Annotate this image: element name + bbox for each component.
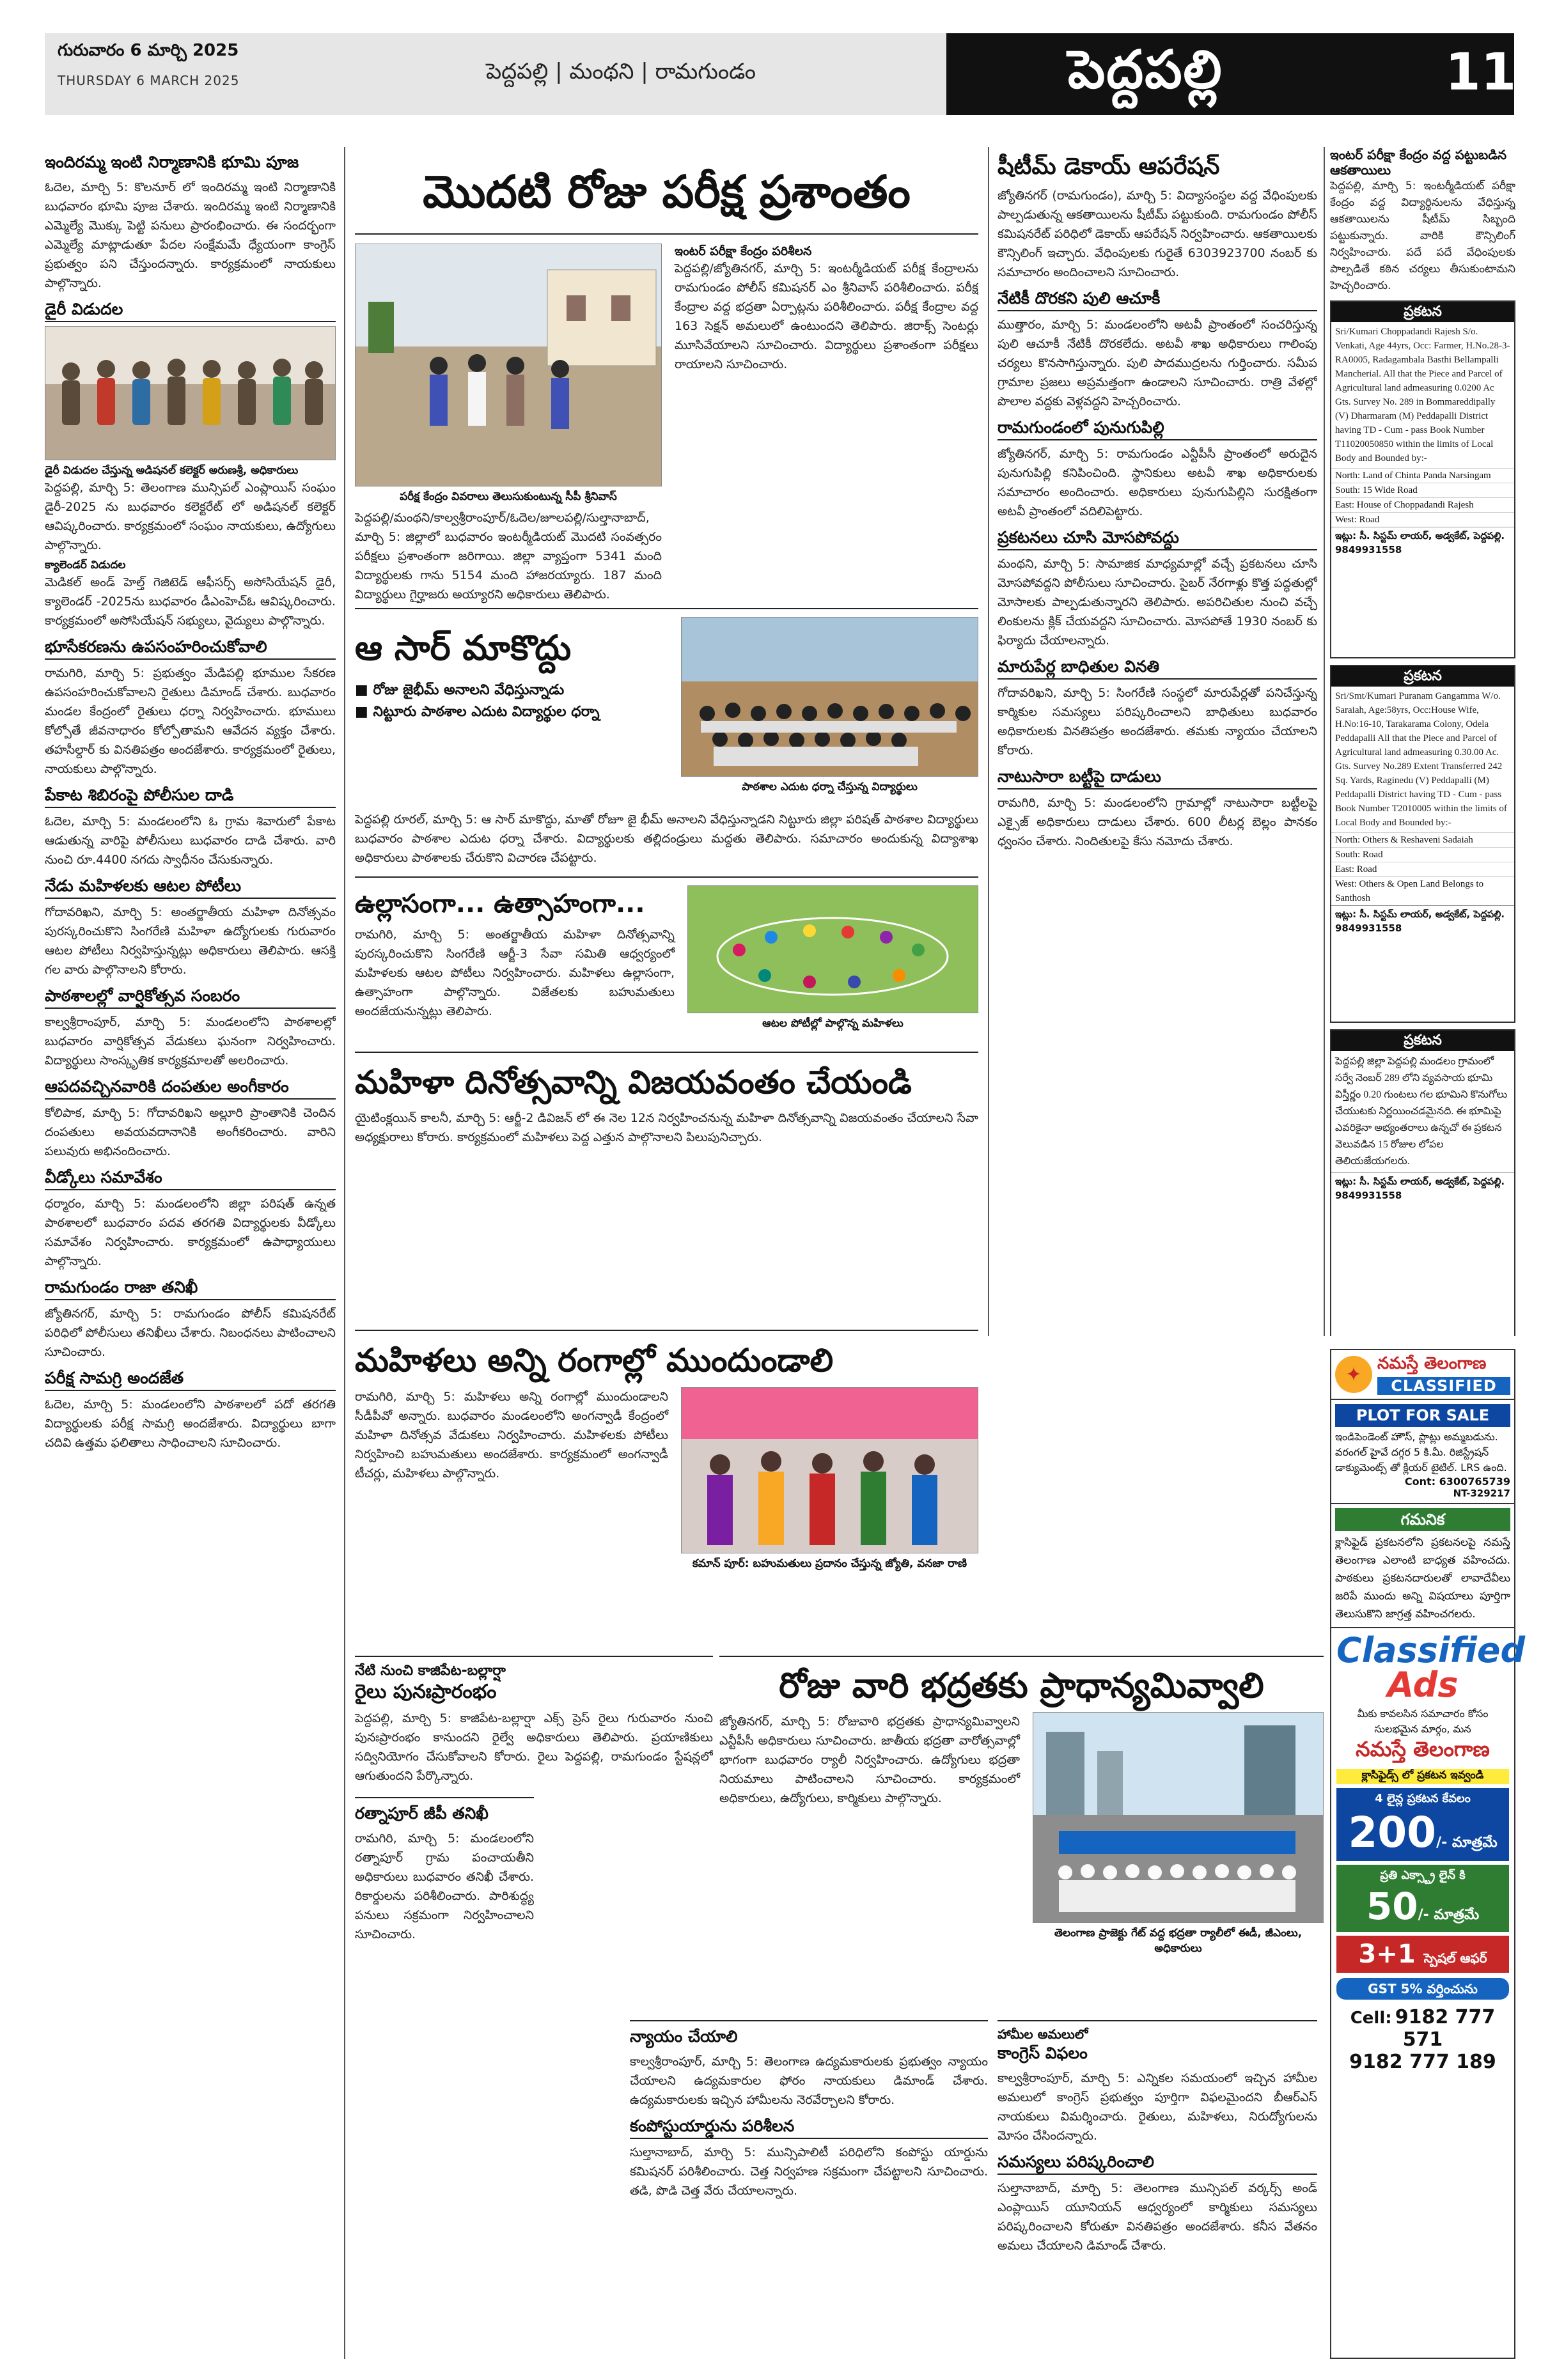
page-number: 11 [1445, 42, 1517, 102]
plot-ad-code: NT-329217 [1453, 1488, 1510, 1499]
notice-header: గమనిక [1335, 1508, 1510, 1531]
story-title: పాఠశాలల్లో వార్షికోత్సవ సంబరం [45, 984, 336, 1009]
legal-notice-ad-2 [1330, 665, 1515, 1023]
rate-box-2 [1336, 1865, 1509, 1932]
story-title: ఇంటర్ పరీక్షా కేంద్రం వద్ద పట్టుబడిన ఆకతాయిలు [1330, 147, 1507, 178]
story-bullet: ■ నిట్టూరు పాఠశాల ఎదుట విద్యార్థుల ధర్నా [355, 703, 600, 720]
offer-value: 3+1 [1358, 1940, 1416, 1969]
ad-text: Sri/Kumari Choppadandi Rajesh S/o. Venkati, Age 44yrs, Occ: Farmer, H.No.28-3-RA0005, Radagambala Basthi Bellampalli Mancherial. All that the Piece and Parcel of Agricultural land admeasuring 0.0200 Ac Gts. Survey No. 289 in Bommareddipally (V) Dharmaram (M) Peddapalli District having TD - Cum - pass Book Number T11020050850 within the limits of Local Body and Bounded by:- [1335, 327, 1510, 463]
story-text: ధర్మారం, మార్చి 5: మండలంలోని జిల్లా పరిషత్ ఉన్నత పాఠశాలలో బుధవారం పదవ తరగతి విద్యార్థులకు వీడ్కోలు సమావేశం నిర్వహించారు. కార్యక్రమంలో ఉపాధ్యాయులు పాల్గొన్నారు. [45, 1197, 336, 1268]
students-dharna-photo [681, 617, 978, 777]
left-column [45, 147, 336, 2359]
story-title: కంపోస్టుయార్డును పరిశీలన [630, 2115, 988, 2139]
story-text: మెడికల్ అండ్ హెల్త్ గెజిటెడ్ ఆఫీసర్స్ అసోసియేషన్ డైరీ, క్యాలెండర్ -2025ను బుధవారం డీఎంహెచ్ఓ ఆవిష్కరించారు. కార్యక్రమంలో అసోసియేషన్ సభ్యులు, వైద్యులు పాల్గొన్నారు. [45, 575, 336, 628]
ad-row: East: House of Choppadandi Rajesh [1331, 497, 1514, 512]
side-story-text: పెద్దపల్లి/జ్యోతినగర్, మార్చి 5: ఇంటర్మీడియట్ పరీక్ష కేంద్రాలను రామగుండం పోలీస్ కమిషనర్ ఎం శ్రీనివాస్ పరిశీలించారు. పరీక్ష కేంద్రాల వద్ద భద్రతా ఏర్పాట్లను పరిశీలించారు. పరీక్ష కేంద్రాల వద్ద 163 సెక్షన్ అమలులో ఉంటుందని తెలిపారు. జిరాక్స్ సెంటర్లు మూసివేయాలని సూచించారు. విద్యార్థులు ప్రశాంతంగా పరీక్షలు రాయాలని సూచించారు. [675, 261, 978, 371]
offer-box [1336, 1936, 1509, 1973]
column-divider [988, 147, 989, 1336]
women-day-photo [681, 1387, 978, 1553]
story-title: వీడ్కోలు సమావేశం [45, 1166, 336, 1190]
story-title: రామగుండం రాజా తనిఖీ [45, 1276, 336, 1300]
story-text: ఓదెల, మార్చి 5: కొలనూర్ లో ఇందిరమ్మ ఇంటి నిర్మాణానికి బుధవారం భూమి పూజ చేశారు. ఇందిరమ్మ ఇంటి నిర్మాణానికి ఎమ్మెల్యే మొక్కు పెట్టి పనులు ప్రారంభించారు. ఈ సందర్భంగా ఎమ్మెల్యే మాట్లాడుతూ పేదల సంక్షేమమే ధ్యేయంగా కాంగ్రెస్ ప్రభుత్వం పని చేస్తుందన్నారు. కార్యక్రమంలో నాయకులు పాల్గొన్నారు. [45, 180, 336, 290]
classified-ads-title-2: Ads [1387, 1665, 1459, 1705]
story-text: ముత్తారం, మార్చి 5: మండలంలోని అటవీ ప్రాంతంలో సంచరిస్తున్న పులి ఆచూకీ నేటికీ దొరకలేదు. అటవీ శాఖ అధికారులు గాలింపు చర్యలు కొనసాగిస్తున్నారు. పులి పాదముద్రలను గుర్తించారు. సమీప గ్రామాల ప్రజలు అప్రమత్తంగా ఉండాలని సూచించారు. రాత్రి వేళల్లో పొలాల వద్దకు వెళ్లవద్దని హెచ్చరించారు. [998, 318, 1317, 409]
rate-suffix: /- మాత్రమే [1418, 1907, 1480, 1923]
section-title: పెద్దపల్లి [1068, 40, 1223, 100]
story-title: మారుపేర్ల బాధితుల వినతి [998, 655, 1317, 680]
ad-header: ప్రకటన [1331, 666, 1514, 687]
diary-release-photo [45, 326, 336, 460]
story-headline: రోజు వారి భద్రతకు ప్రాధాన్యమివ్వాలి [779, 1665, 1264, 1706]
header-left-band [45, 33, 946, 115]
story-text: యైటింక్లయిన్ కాలనీ, మార్చి 5: ఆర్జీ-2 డివిజన్ లో ఈ నెల 12న నిర్వహించనున్న మహిళా దినోత్సవాన్ని విజయవంతం చేయాలని సేవా అధ్యక్షురాలు కోరారు. కార్యక్రమంలో మహిళలు పెద్ద ఎత్తున పాల్గొనాలని పిలుపునిచ్చారు. [355, 1111, 978, 1144]
classifieds-header [1331, 1350, 1514, 1400]
story-text: పెద్దపల్లి, మార్చి 5: తెలంగాణ మున్సిపల్ ఎంప్లాయిస్ సంఘం డైరీ-2025 ను బుధవారం కలెక్టరేట్ లో అడిషనల్ కలెక్టర్ ఆవిష్కరించారు. కార్యక్రమంలో సంఘం నాయకులు, ఉద్యోగులు పాల్గొన్నారు. [45, 481, 336, 552]
story-text: సుల్తానాబాద్, మార్చి 5: తెలంగాణ మున్సిపల్ వర్కర్స్ అండ్ ఎంప్లాయిస్ యూనియన్ ఆధ్వర్యంలో కార్మికులు సమస్యలు పరిష్కరించాలని కోరుతూ వినతిపత్రం అందజేశారు. కనీస వేతనం అమలు చేయాలని డిమాండ్ చేశారు. [998, 2181, 1317, 2253]
classifieds-panel [1330, 1349, 1526, 2359]
classified-rates-ad [1331, 1628, 1526, 2078]
bottom-center-stories [630, 2020, 988, 2359]
story-text: జ్యోతినగర్ (రామగుండం), మార్చి 5: విద్యాసంస్థల వద్ద వేధింపులకు పాల్పడుతున్న ఆకతాయిలను షీటీమ్ పట్టుకుంది. రామగుండం పోలీస్ కమిషనరేట్ పరిధిలో డెకాయ్ ఆపరేషన్ నిర్వహించారు. ఆకతాయిలకు కౌన్సిలింగ్ ఇచ్చారు. వేధింపులకు గురైతే 6303923700 నంబర్ కు సమాచారం అందించాలని సూచించారు. [998, 189, 1317, 280]
photo-caption: పాఠశాల ఎదుట ధర్నా చేస్తున్న విద్యార్థులు [742, 780, 918, 793]
header-date-english: THURSDAY 6 MARCH 2025 [58, 73, 240, 88]
legal-notice-ad-1 [1330, 300, 1515, 658]
photo-caption: ఆటల పోటీల్లో పాల్గొన్న మహిళలు [762, 1016, 904, 1030]
lead-story-text: పెద్దపల్లి/మంథని/కాల్వశ్రీరాంపూర్/ఓదెల/జూలపల్లి/సుల్తానాబాద్, మార్చి 5: జిల్లాలో బుధవారం ఇంటర్మీడియట్ మొదటి సంవత్సరం పరీక్షలు ప్రశాంతంగా జరిగాయి. జిల్లా వ్యాప్తంగా 5341 మంది విద్యార్థులకు గాను 5154 మంది హాజరయ్యారు. 187 మంది విద్యార్థులు గైర్హాజరు అయ్యారని అధికారులు తెలిపారు. [355, 510, 662, 602]
story-text: పెద్దపల్లి, మార్చి 5: ఇంటర్మీడియట్ పరీక్షా కేంద్రం వద్ద విద్యార్థినులను వేధిస్తున్న ఆకతాయిలను షీటీమ్ సిబ్బంది పట్టుకున్నారు. వారికి కౌన్సిలింగ్ నిర్వహించారు. పదే పదే వేధింపులకు పాల్పడితే కఠిన చర్యలు తీసుకుంటామని హెచ్చరించారు. [1330, 180, 1515, 292]
cell-number-1: 9182 777 571 [1395, 2006, 1496, 2051]
story-headline: రైలు పునఃప్రారంభం [355, 1681, 497, 1703]
story-title: రామగుండంలో పునుగుపిల్లి [998, 416, 1317, 440]
story-title: న్యాయం చేయాలి [630, 2027, 738, 2046]
rates-brand: నమస్తే తెలంగాణ [1356, 1737, 1490, 1761]
photo-caption: తెలంగాణ ప్రాజెక్టు గేట్ వద్ద భద్రతా ర్యాలీలో ఈడీ, జీఎంలు, అధికారులు [1054, 1927, 1303, 1956]
story-title: రత్నాపూర్ జీపీ తనిఖీ [355, 1803, 489, 1823]
bullet-text: నిట్టూరు పాఠశాల ఎదుట విద్యార్థుల ధర్నా [373, 703, 600, 720]
ad-row: North: Others & Reshaveni Sadaiah [1331, 832, 1514, 847]
story-title: ఆపదవచ్చినవారికి దంపతుల అంగీకారం [45, 1075, 336, 1100]
story-kicker: నేటి నుంచి కాజిపేట-బల్లార్షా [355, 1663, 506, 1679]
header-places: పెద్దపల్లి | మంథని | రామగుండం [486, 59, 756, 84]
ad-row: North: Land of Chinta Panda Narsingam [1331, 468, 1514, 483]
story-text: కోలిపాక, మార్చి 5: గోదావరిఖని అల్లూరి ప్రాంతానికి చెందిన దంపతులు అవయవదానానికి అంగీకరించారు. వారిని పలువురు అభినందించారు. [45, 1106, 336, 1158]
ad-header: ప్రకటన [1331, 302, 1514, 322]
gst-note: GST 5% వర్తించును [1336, 1978, 1509, 2000]
column-divider [344, 147, 345, 2359]
ad-row: South: 15 Wide Road [1331, 483, 1514, 497]
cell-label: Cell: [1350, 2009, 1392, 2028]
plot-ad-header: PLOT FOR SALE [1335, 1404, 1510, 1427]
story-text: పెద్దపల్లి రూరల్, మార్చి 5: ఆ సార్ మాకొద్దు, మాతో రోజూ జై భీమ్ అనాలని వేధిస్తున్నాడని నిట్టూరు జిల్లా పరిషత్ పాఠశాల విద్యార్థులు బుధవారం పాఠశాల ఎదుట ధర్నా చేశారు. విద్యార్థులకు తల్లిదండ్రులు మద్దతు తెలిపారు. సమాచారం అందుకున్న విద్యాశాఖ అధికారులు పాఠశాలకు చేరుకొని విచారణ చేపట్టారు. [355, 812, 978, 865]
story-title: నాటుసారా బట్టీపై దాడులు [998, 765, 1317, 789]
ad-row: West: Road [1331, 512, 1514, 527]
plot-ad-text: ఇండిపెండెంట్ హౌస్, ప్లాట్లు అమ్మబడును. వరంగల్ హైవే దగ్గర 5 కి.మీ. రిజిస్ట్రేషన్ డాక్యుమెంట్స్ తో క్లియర్ టైటిల్. LRS ఉంది. [1335, 1431, 1507, 1474]
center-column [355, 147, 978, 1342]
story-headline: షీటీమ్ డెకాయ్ ఆపరేషన్ [998, 153, 1220, 180]
center-lower-band [355, 1330, 978, 1662]
story-title: పరీక్ష సామగ్రి అందజేత [45, 1367, 336, 1391]
rates-intro: మీకు కావలసిన సమాచారం కోసం సులభమైన మార్గం, మన [1357, 1707, 1489, 1735]
classified-label: CLASSIFIED [1377, 1377, 1510, 1395]
exam-center-photo [355, 244, 662, 486]
column-divider [1324, 147, 1325, 1336]
story-title: ఇందిరమ్మ ఇంటి నిర్మాణానికి భూమి పూజ [45, 153, 299, 171]
story-headline: ఉల్లాసంగా... ఉత్సాహంగా... [355, 889, 645, 919]
story-text: కాల్వశ్రీరాంపూర్, మార్చి 5: ఎన్నికల సమయంలో ఇచ్చిన హామీల అమలులో కాంగ్రెస్ ప్రభుత్వం పూర్తిగా విఫలమైందని బీఆర్ఎస్ నాయకులు విమర్శించారు. రైతులు, మహిళలు, నిరుద్యోగులను మోసం చేసిందన్నారు. [998, 2071, 1317, 2143]
ntpc-safety-rally-photo [1033, 1712, 1324, 1923]
ad-signature: ఇట్లు: సీ. సిస్టమ్ లాయర్, అడ్వకేట్, పెద్దపల్లి. 9849931558 [1331, 527, 1514, 558]
story-text: రామగిరి, మార్చి 5: మండలంలోని రత్నాపూర్ గ్రామ పంచాయతీని అధికారులు బుధవారం తనిఖీ చేశారు. రికార్డులను పరిశీలించారు. పారిశుద్ధ్య పనులు సక్రమంగా నిర్వహించాలని సూచించారు. [355, 1831, 534, 1941]
story-text: ఓదెల, మార్చి 5: మండలంలోని ఓ గ్రామ శివారులో పేకాట ఆడుతున్న వారిపై పోలీసులు బుధవారం దాడి చేశారు. వారి నుంచి రూ.4400 నగదు స్వాధీనం చేసుకున్నారు. [45, 814, 336, 867]
story-text: కాల్వశ్రీరాంపూర్, మార్చి 5: మండలంలోని పాఠశాలల్లో బుధవారం వార్షికోత్సవ వేడుకలు ఘనంగా నిర్వహించారు. విద్యార్థులు సాంస్కృతిక కార్యక్రమాలతో అలరించారు. [45, 1015, 336, 1068]
safety-story [719, 1656, 1324, 2014]
ad-header: ప్రకటన [1331, 1031, 1514, 1051]
story-title: సమస్యలు పరిష్కరించాలి [998, 2151, 1317, 2175]
photo-caption: డైరీ విడుదల చేస్తున్న అడిషనల్ కలెక్టర్ అరుణశ్రీ, అధికారులు [45, 464, 299, 477]
story-text: జ్యోతినగర్, మార్చి 5: రోజువారి భద్రతకు ప్రాధాన్యమివ్వాలని ఎన్టీపీసీ అధికారులు సూచించారు. జాతీయ భద్రతా వారోత్సవాల్లో భాగంగా బుధవారం ర్యాలీ నిర్వహించారు. ఉద్యోగులు భద్రతా నియమాలు పాటించాలని సూచించారు. కార్యక్రమంలో అధికారులు, ఉద్యోగులు, కార్మికులు పాల్గొన్నారు. [719, 1715, 1020, 1806]
cell-number-2: 9182 777 189 [1349, 2051, 1496, 2073]
rate-box-1 [1336, 1788, 1509, 1861]
story-text: జ్యోతినగర్, మార్చి 5: రామగుండం ఎన్టీపీసీ ప్రాంతంలో అరుదైన పునుగుపిల్లి కనిపించింది. స్థానికులు అటవీ శాఖ అధికారులకు సమాచారం అందించారు. అధికారులు పునుగుపిల్లిని సురక్షితంగా అటవీ ప్రాంతంలో వదిలిపెట్టారు. [998, 447, 1317, 519]
story-text: మంథని, మార్చి 5: సామాజిక మాధ్యమాల్లో వచ్చే ప్రకటనలు చూసి మోసపోవద్దని పోలీసులు సూచించారు. సైబర్ నేరగాళ్లు కొత్త పద్ధతుల్లో మోసాలకు పాల్పడుతున్నారని తెలిపారు. అపరిచితుల నుంచి వచ్చే లింకులను క్లిక్ చేయవద్దని సూచించారు. మోసపోతే 1930 నంబర్ కు ఫిర్యాదు చేయాలన్నారు. [998, 557, 1317, 648]
story-text: రామగిరి, మార్చి 5: అంతర్జాతీయ మహిళా దినోత్సవాన్ని పురస్కరించుకొని సింగరేణి ఆర్జీ-3 సేవా సమితి ఆధ్వర్యంలో మహిళలకు ఆటల పోటీలు నిర్వహించారు. మహిళలు ఉల్లాసంగా, ఉత్సాహంగా పాల్గొన్నారు. విజేతలకు బహుమతులు అందజేయనున్నట్లు తెలిపారు. [355, 927, 675, 1018]
women-games-photo [687, 885, 978, 1013]
story-title: భూసేకరణను ఉపసంహరించుకోవాలి [45, 635, 336, 660]
legal-notice-ad-3 [1330, 1029, 1515, 1336]
story-text: జ్యోతినగర్, మార్చి 5: రామగుండం పోలీస్ కమిషనరేట్ పరిధిలో పోలీసులు తనిఖీలు చేశారు. నిబంధనలు పాటించాలని సూచించారు. [45, 1307, 336, 1359]
story-text: ఓదెల, మార్చి 5: మండలంలోని పాఠశాలలో పదో తరగతి విద్యార్థులకు పరీక్ష సామగ్రి అందజేశారు. విద్యార్థులు బాగా చదివి ఉత్తమ ఫలితాలు సాధించాలని సూచించారు. [45, 1397, 336, 1450]
story-text: రామగిరి, మార్చి 5: మహిళలు అన్ని రంగాల్లో ముందుండాలని సీడీపీవో అన్నారు. బుధవారం మండలంలోని అంగన్వాడీ కేంద్రంలో మహిళా దినోత్సవ వేడుకలు నిర్వహించారు. మహిళలకు పోటీలు నిర్వహించి బహుమతులు అందజేశారు. కార్యక్రమంలో అంగన్వాడీ టీచర్లు, మహిళలు పాల్గొన్నారు. [355, 1389, 668, 1481]
ad-text: పెద్దపల్లి జిల్లా పెద్దపల్లి మండలం గ్రామంలో సర్వే నెంబర్ 289 లోని వ్యవసాయ భూమి విస్తీర్ణం 0.20 గుంటలు గల భూమిని కొనుగోలు చేయుటకు నిర్ణయించడమైనది. ఈ భూమిపై ఎవరికైనా అభ్యంతరాలు ఉన్నచో ఈ ప్రకటన వెలువడిన 15 రోజుల లోపల తెలియజేయగలరు. [1335, 1056, 1508, 1167]
story-title: పేకాట శిబిరంపై పోలీసుల దాడి [45, 784, 336, 808]
story-headline: ఆ సార్ మాకొద్దు [355, 627, 572, 668]
plot-ad-contact: Cont: 6300765739 [1404, 1475, 1510, 1488]
plot-for-sale-ad [1331, 1400, 1514, 1504]
header-right-band [946, 33, 1517, 115]
right-center-column [998, 147, 1317, 1330]
story-text: రామగిరి, మార్చి 5: ప్రభుత్వం మేడిపల్లి భూముల సేకరణ ఉపసంహరించుకోవాలని రైతులు డిమాండ్ చేశారు. బుధవారం మండల కేంద్రంలో రైతులు ధర్నా నిర్వహించారు. భూములు కోల్పోతే జీవనాధారం కోల్పోతామని ఆవేదన వ్యక్తం చేశారు. తహసీల్దార్ కు వినతిపత్రం అందజేశారు. కార్యక్రమంలో రైతులు, నాయకులు పాల్గొన్నారు. [45, 666, 336, 776]
story-kicker: హామీల అమలులో [998, 2026, 1088, 2042]
rate-value: 50 [1366, 1885, 1418, 1928]
right-column [1330, 147, 1515, 1336]
story-text: గోదావరిఖని, మార్చి 5: అంతర్జాతీయ మహిళా దినోత్సవం పురస్కరించుకొని సింగరేణి మహిళా ఉద్యోగులకు గురువారం ఆటల పోటీలు నిర్వహిస్తున్నట్లు అధికారులు తెలిపారు. ఆసక్తి గల వారు పాల్గొనాలని కోరారు. [45, 905, 336, 977]
photo-caption: కమాన్ పూర్: బహుమతులు ప్రదానం చేస్తున్న జ్యోతి, వనజా రాణి [692, 1557, 967, 1570]
page-header [45, 33, 1517, 115]
ad-text: Sri/Smt/Kumari Puranam Gangamma W/o. Saraiah, Age:58yrs, Occ:House Wife, H.No:16-10, Tarakarama Colony, Odela Peddapalli All that the Piece and Parcel of Agricultural land admeasuring 0.30.00 Ac. Gts. Survey No.289 Extent Transferred 242 Sq. Yards, Raginedu (V) Peddapalli (M) Peddapalli District having TD - Cum - pass Book Number T2010005 within the limits of Local Body and Bounded by:- [1335, 691, 1507, 828]
offer-text: స్పెషల్ ఆఫర్ [1423, 1950, 1487, 1966]
rate-suffix: /- మాత్రమే [1436, 1835, 1498, 1851]
lead-headline: మొదటి రోజు పరీక్ష ప్రశాంతం [355, 147, 978, 235]
namaste-logo-icon: ✦ [1335, 1356, 1372, 1393]
story-title: ప్రకటనలు చూసి మోసపోవద్దు [998, 526, 1317, 550]
story-text: కాల్వశ్రీరాంపూర్, మార్చి 5: తెలంగాణ ఉద్యమకారులకు ప్రభుత్వం న్యాయం చేయాలని ఉద్యమకారుల ఫోరం నాయకులు డిమాండ్ చేశారు. ఉద్యమకారులకు ఇచ్చిన హామీలను నెరవేర్చాలని కోరారు. [630, 2055, 988, 2107]
photo-caption: పరీక్ష కేంద్రం వివరాలు తెలుసుకుంటున్న సీపీ శ్రీనివాస్ [400, 490, 617, 503]
ad-row: South: Road [1331, 847, 1514, 862]
rate-label: ప్రతి ఎక్స్ట్రా లైన్ కి [1380, 1869, 1466, 1882]
story-bullet: ■ రోజు జైభీమ్ అనాలని వేధిస్తున్నాడు [355, 681, 565, 698]
notice-box [1331, 1504, 1514, 1628]
story-text: పెద్దపల్లి, మార్చి 5: కాజిపేట-బల్లార్షా ఎక్స్ ప్రెస్ రైలు గురువారం నుంచి పునఃప్రారంభం కానుందని రైల్వే అధికారులు తెలిపారు. ప్రయాణికులు సద్వినియోగం చేసుకోవాలని కోరారు. రైలు పెద్దపల్లి, రామగుండం స్టేషన్లలో ఆగుతుందని పేర్కొన్నారు. [355, 1711, 713, 1783]
story-headline: మహిళా దినోత్సవాన్ని విజయవంతం చేయండి [355, 1063, 912, 1101]
classified-ads-title: Classified [1336, 1630, 1526, 1670]
story-text: రామగిరి, మార్చి 5: మండలంలోని గ్రామాల్లో నాటుసారా బట్టీలపై ఎక్సైజ్ అధికారులు దాడులు చేశారు. 600 లీటర్ల బెల్లం పానకం ధ్వంసం చేశారు. నిందితులపై కేసు నమోదు చేశారు. [998, 796, 1317, 849]
bullet-text: రోజు జైభీమ్ అనాలని వేధిస్తున్నాడు [373, 681, 565, 698]
notice-text: క్లాసిఫైడ్ ప్రకటనలోని ప్రకటనలపై నమస్తే తెలంగాణ ఎలాంటి బాధ్యత వహించదు. పాఠకులు ప్రకటనదారులతో లావాదేవీలు జరిపే ముందు అన్ని విషయాలు పూర్తిగా తెలుసుకొని జాగ్రత్త వహించగలరు. [1335, 1536, 1510, 1621]
story-text: గోదావరిఖని, మార్చి 5: సింగరేణి సంస్థలో మారుపేర్లతో పనిచేస్తున్న కార్మికుల సమస్యలు పరిష్కరించాలని బాధితులు బుధవారం అధికారులకు వినతిపత్రం అందజేశారు. తమకు న్యాయం చేయాలని కోరారు. [998, 686, 1317, 758]
bottom-right-stories [998, 2020, 1317, 2359]
ad-row: West: Others & Open Land Belongs to Santhosh [1331, 876, 1514, 905]
story-subtitle: క్యాలెండర్ విడుదల [45, 559, 126, 572]
story-title: నేటికీ దొరకని పులి ఆచూకీ [998, 287, 1317, 311]
rates-subline: క్లాసిఫైడ్స్ లో ప్రకటన ఇవ్వండి [1336, 1769, 1509, 1784]
ad-row: East: Road [1331, 862, 1514, 876]
story-title: డైరీ విడుదల [45, 298, 336, 322]
side-story-title: ఇంటర్ పరీక్షా కేంద్రం పరిశీలన [675, 244, 812, 258]
header-date: గురువారం 6 మార్చి 2025 [58, 41, 239, 60]
rate-value: 200 [1348, 1808, 1437, 1857]
story-headline: మహిళలు అన్ని రంగాల్లో ముందుండాలి [355, 1342, 834, 1379]
ad-signature: ఇట్లు: సీ. సిస్టమ్ లాయర్, అడ్వకేట్, పెద్దపల్లి. 9849931558 [1331, 1172, 1514, 1204]
classified-brand: నమస్తే తెలంగాణ [1377, 1354, 1487, 1373]
story-text: సుల్తానాబాద్, మార్చి 5: మున్సిపాలిటీ పరిధిలోని కంపోస్టు యార్డును కమిషనర్ పరిశీలించారు. చెత్త నిర్వహణ సక్రమంగా చేపట్టాలని సూచించారు. తడి, పొడి చెత్త వేరు చేయాలన్నారు. [630, 2145, 988, 2198]
ad-signature: ఇట్లు: సీ. సిస్టమ్ లాయర్, అడ్వకేట్, పెద్దపల్లి. 9849931558 [1331, 905, 1514, 937]
story-title: నేడు మహిళలకు ఆటల పోటీలు [45, 875, 336, 899]
story-title: కాంగ్రెస్ విఫలం [998, 2044, 1088, 2062]
rate-label: 4 లైన్ల ప్రకటన కేవలం [1375, 1792, 1471, 1805]
